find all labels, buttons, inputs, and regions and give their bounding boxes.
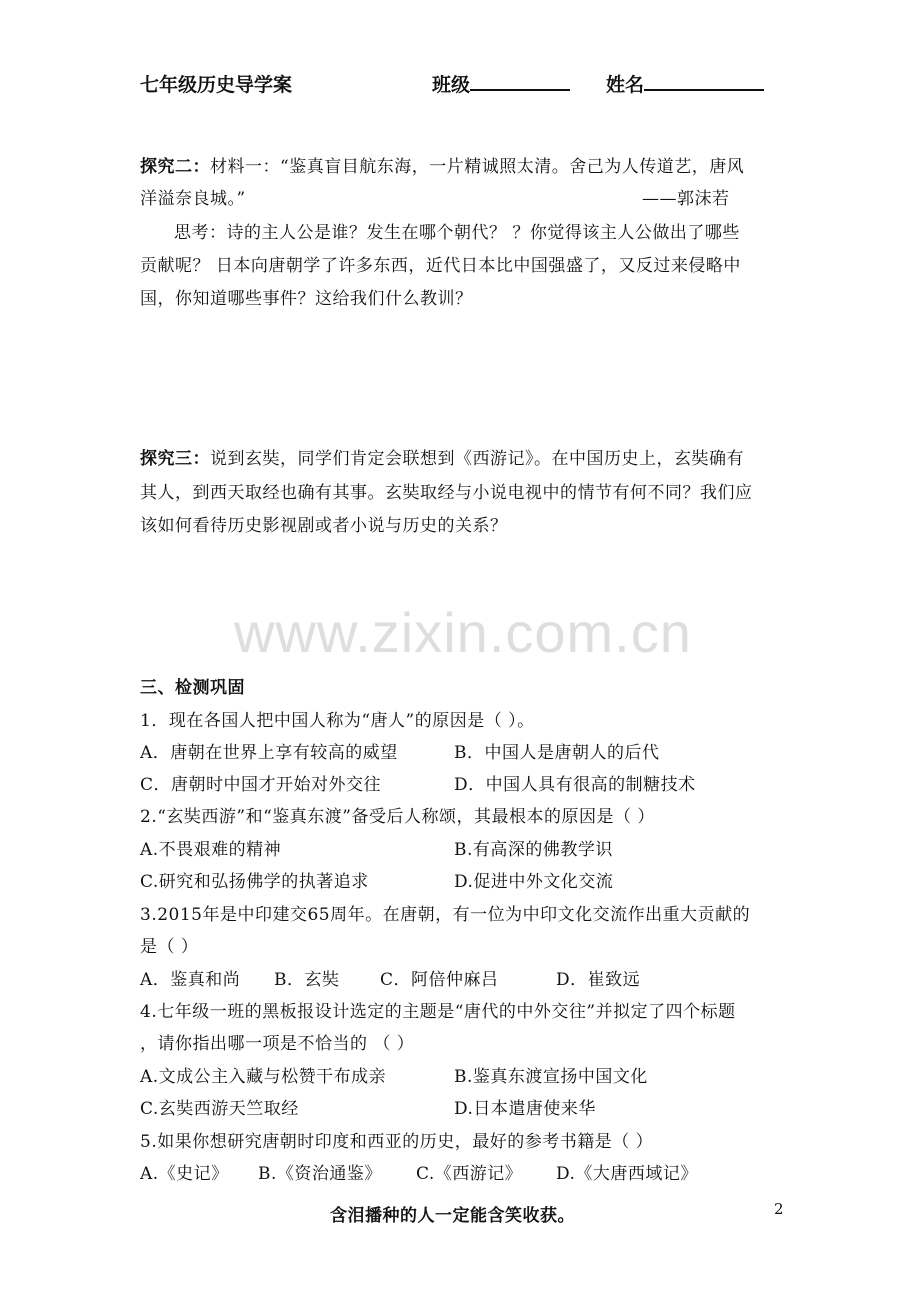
q4-option-a: A.文成公主入藏与松赞干布成亲 (140, 1067, 387, 1087)
explore2-think3: 国，你知道哪些事件？这给我们什么教训？ (140, 289, 473, 309)
class-label: 班级 (432, 74, 471, 96)
q1-option-c: C．唐朝时中国才开始对外交往 (140, 775, 382, 795)
explore2-text1: 材料一：“鉴真盲目航东海，一片精诚照太清。舍己为人传道艺，唐风 (210, 157, 745, 177)
q2-stem: 2.“玄奘西游”和“鉴真东渡”备受后人称颂，其最根本的原因是（ ） (140, 807, 655, 827)
q1-option-d: D．中国人具有很高的制糖技术 (454, 775, 696, 795)
explore2-heading: 探究二： (140, 157, 210, 177)
q5-option-c: C.《西游记》 (416, 1164, 523, 1184)
section3-heading: 三、检测巩固 (140, 678, 245, 698)
explore2-line1 (140, 152, 744, 177)
explore3-text1: 说到玄奘，同学们肯定会联想到《西游记》。在中国历史上，玄奘确有 (210, 449, 744, 469)
q3-stem-line1: 3.2015年是中印建交65周年。在唐朝，有一位为中印文化交流作出重大贡献的 (140, 905, 751, 925)
page-title: 七年级历史导学案 (140, 74, 293, 96)
q3-option-b: B．玄奘 (274, 970, 340, 990)
q1-option-a: A．唐朝在世界上享有较高的威望 (140, 743, 398, 763)
explore3-line2: 其人，到西天取经也确有其事。玄奘取经与小说电视中的情节有何不同？我们应 (140, 483, 753, 503)
class-blank (470, 71, 570, 91)
explore3-line1 (140, 444, 744, 469)
class-field (432, 70, 570, 97)
name-field (606, 70, 764, 97)
explore2-line2: 洋溢奈良城。” (140, 189, 246, 209)
explore2-think1: 思考：诗的主人公是谁？发生在哪个朝代？ ？你觉得该主人公做出了哪些 (174, 223, 740, 243)
footer-motto: 含泪播种的人一定能含笑收获。 (330, 1206, 575, 1226)
q5-option-b: B.《资治通鉴》 (258, 1164, 382, 1184)
q5-option-d: D.《大唐西域记》 (556, 1164, 698, 1184)
q1-stem: 1．现在各国人把中国人称为“唐人”的原因是（ ）。 (140, 711, 535, 731)
name-blank (644, 71, 764, 91)
q5-option-a: A.《史记》 (140, 1164, 229, 1184)
q2-option-b: B.有高深的佛教学识 (454, 840, 613, 860)
q2-option-a: A.不畏艰难的精神 (140, 840, 282, 860)
explore2-attribution: ——郭沫若 (642, 189, 730, 209)
explore3-line3: 该如何看待历史影视剧或者小说与历史的关系？ (140, 516, 508, 536)
q4-option-b: B.鉴真东渡宣扬中国文化 (454, 1067, 648, 1087)
explore2-think2: 贡献呢？ 日本向唐朝学了许多东西，近代日本比中国强盛了，又反过来侵略中 (140, 256, 741, 276)
q4-stem-line2: ，请你指出哪一项是不恰当的 （ ） (140, 1034, 415, 1054)
q4-option-d: D.日本遣唐使来华 (454, 1099, 596, 1119)
q3-option-d: D．崔致远 (556, 970, 641, 990)
explore3-heading: 探究三： (140, 449, 210, 469)
q2-option-c: C.研究和弘扬佛学的执著追求 (140, 872, 369, 892)
q2-option-d: D.促进中外文化交流 (454, 872, 614, 892)
q4-option-c: C.玄奘西游天竺取经 (140, 1099, 299, 1119)
watermark: www.zixin.com.cn (234, 601, 692, 664)
q3-stem-line2: 是（ ） (140, 937, 199, 957)
q3-option-a: A．鉴真和尚 (140, 970, 241, 990)
q3-option-c: C．阿倍仲麻吕 (380, 970, 499, 990)
name-label: 姓名 (606, 74, 645, 96)
q1-option-b: B．中国人是唐朝人的后代 (454, 743, 660, 763)
q5-stem: 5.如果你想研究唐朝时印度和西亚的历史，最好的参考书籍是（ ） (140, 1132, 654, 1152)
q4-stem-line1: 4.七年级一班的黑板报设计选定的主题是“唐代的中外交往”并拟定了四个标题 (140, 1002, 736, 1022)
page-number: 2 (774, 1200, 784, 1218)
